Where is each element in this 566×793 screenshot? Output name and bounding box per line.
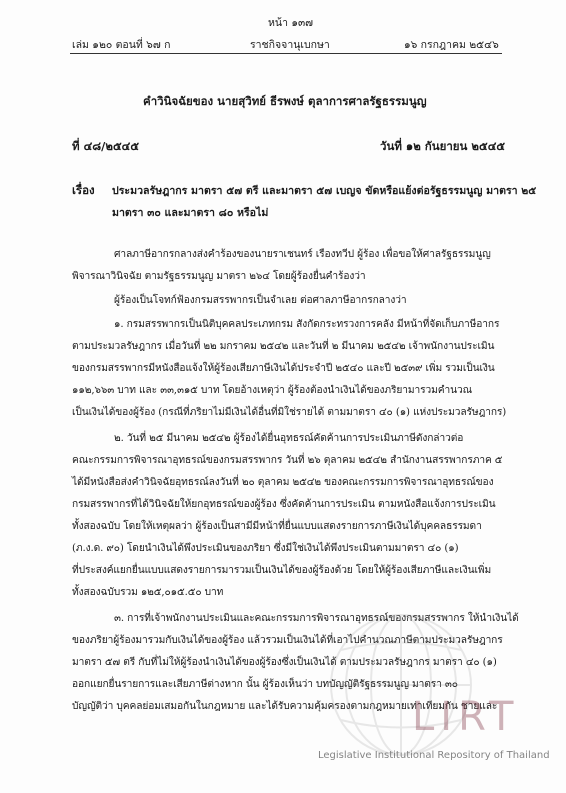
body-line: เป็นเงินได้ของผู้ร้อง (กรณีที่ภริยาไม่มีเงินได้อื่นที่มิใช่รายได้ ตามมาตรา ๔๐ (๑) แห่งประมวลรัษฎากร): [72, 407, 507, 418]
body-line: ทั้งสองฉบับรวม ๑๒๕,๐๑๕.๕๐ บาท: [72, 587, 224, 598]
subject-line-1: ประมวลรัษฎากร มาตรา ๕๗ ตรี และมาตรา ๕๗ เบญจ ขัดหรือแย้งต่อรัฐธรรมนูญ มาตรา ๒๕: [112, 185, 537, 197]
body-line: ๑๑๒,๖๖๓ บาท และ ๓๓,๓๑๕ บาท โดยอ้างเหตุว่า ผู้ร้องต้องนำเงินได้ของภริยามารวมคำนวณ: [72, 385, 472, 396]
body-line: ของภริยาผู้ร้องมารวมกับเงินได้ของผู้ร้อง แล้วรวมเป็นเงินได้ที่เอาไปคำนวณภาษีตามประมวลรัษฎากร: [72, 635, 503, 646]
gazette-book-info: เล่ม ๑๒๐ ตอนที่ ๖๗ ก: [72, 39, 171, 51]
gazette-date: ๑๖ กรกฎาคม ๒๕๔๖: [404, 39, 499, 51]
body-line: ๑. กรมสรรพากรเป็นนิติบุคคลประเภทกรม สังกัดกระทรวงการคลัง มีหน้าที่จัดเก็บภาษีอากร: [114, 319, 500, 330]
body-line: ของกรมสรรพากรมีหนังสือแจ้งให้ผู้ร้องเสียภาษีเงินได้ประจำปี ๒๕๔๐ และปี ๒๕๓๙ เพิ่ม รวมเป็นเงิน: [72, 363, 495, 374]
body-line: ทั้งสองฉบับ โดยให้เหตุผลว่า ผู้ร้องเป็นสามีมีหน้าที่ยื่นแบบแสดงรายการภาษีเงินได้บุคคลธรรมดา: [72, 521, 482, 532]
page-number: หน้า ๑๓๗: [268, 17, 314, 29]
body-line: คณะกรรมการพิจารณาอุทธรณ์ของกรมสรรพากร วันที่ ๒๖ ตุลาคม ๒๕๔๒ สำนักงานสรรพากรภาค ๕: [72, 455, 503, 466]
case-date: วันที่ ๑๒ กันยายน ๒๕๔๕: [380, 139, 506, 153]
body-line: ๓. การที่เจ้าพนักงานประเมินและคณะกรรมการพิจารณาอุทธรณ์ของกรมสรรพากร ให้นำเงินได้: [114, 613, 519, 624]
document-title: คำวินิจฉัยของ นายสุวิทย์ ธีรพงษ์ ตุลาการศาลรัฐธรรมนูญ: [143, 94, 427, 108]
body-line: กรมสรรพากรที่ได้วินิจฉัยให้ยกอุทธรณ์ของผู้ร้อง ซึ่งคัดค้านการประเมิน ตามหนังสือแจ้งการประเมิน: [72, 499, 496, 510]
subject-line-2: มาตรา ๓๐ และมาตรา ๘๐ หรือไม่: [112, 207, 269, 219]
watermark-subtitle: Legislative Institutional Repository of Thailand: [318, 750, 550, 761]
body-line: ตามประมวลรัษฎากร เมื่อวันที่ ๒๒ มกราคม ๒๕๔๒ และวันที่ ๒ มีนาคม ๒๕๔๒ เจ้าพนักงานประเมิน: [72, 341, 495, 352]
body-line: ที่ประสงค์แยกยื่นแบบแสดงรายการมารวมเป็นเงินได้ของผู้ร้องด้วย โดยให้ผู้ร้องเสียภาษีและเงินเพิ่ม: [72, 565, 492, 576]
case-number: ที่ ๔๘/๒๕๔๕: [72, 139, 140, 153]
header-rule: [70, 53, 502, 54]
body-line: ได้มีหนังสือส่งคำวินิจฉัยอุทธรณ์ลงวันที่ ๒๐ ตุลาคม ๒๕๔๒ ของคณะกรรมการพิจารณาอุทธรณ์ของ: [72, 477, 494, 488]
watermark-logo-text: LIRT: [412, 694, 520, 740]
body-line: ๒. วันที่ ๒๕ มีนาคม ๒๕๔๒ ผู้ร้องได้ยื่นอุทธรณ์คัดค้านการประเมินภาษีดังกล่าวต่อ: [114, 433, 464, 444]
subject-label: เรื่อง: [72, 183, 95, 197]
body-line: ศาลภาษีอากรกลางส่งคำร้องของนายราเชนทร์ เรืองทวีป ผู้ร้อง เพื่อขอให้ศาลรัฐธรรมนูญ: [114, 249, 491, 260]
body-line: มาตรา ๕๗ ตรี กับที่ไม่ให้ผู้ร้องนำเงินได้ของผู้ร้องซึ่งเป็นเงินได้ ตามประมวลรัษฎากร มาตรา ๔๐ (๑): [72, 657, 497, 668]
body-line: บัญญัติว่า บุคคลย่อมเสมอกันในกฎหมาย และได้รับความคุ้มครองตามกฎหมายเท่าเทียมกัน ชายและ: [72, 701, 498, 712]
body-line: (ภ.ง.ด. ๙๐) โดยนำเงินได้พึงประเมินของภริยา ซึ่งมีใช่เงินได้พึงประเมินตามมาตรา ๔๐ (๑): [72, 543, 459, 554]
body-line: ผู้ร้องเป็นโจทก์ฟ้องกรมสรรพากรเป็นจำเลย ต่อศาลภาษีอากรกลางว่า: [114, 295, 407, 306]
body-line: ออกแยกยื่นรายการและเสียภาษีต่างหาก นั้น ผู้ร้องเห็นว่า บทบัญญัติรัฐธรรมนูญ มาตรา ๓๐: [72, 679, 458, 690]
body-line: พิจารณาวินิจฉัย ตามรัฐธรรมนูญ มาตรา ๒๖๔ โดยผู้ร้องยื่นคำร้องว่า: [72, 271, 366, 282]
gazette-name: ราชกิจจานุเบกษา: [250, 39, 330, 51]
